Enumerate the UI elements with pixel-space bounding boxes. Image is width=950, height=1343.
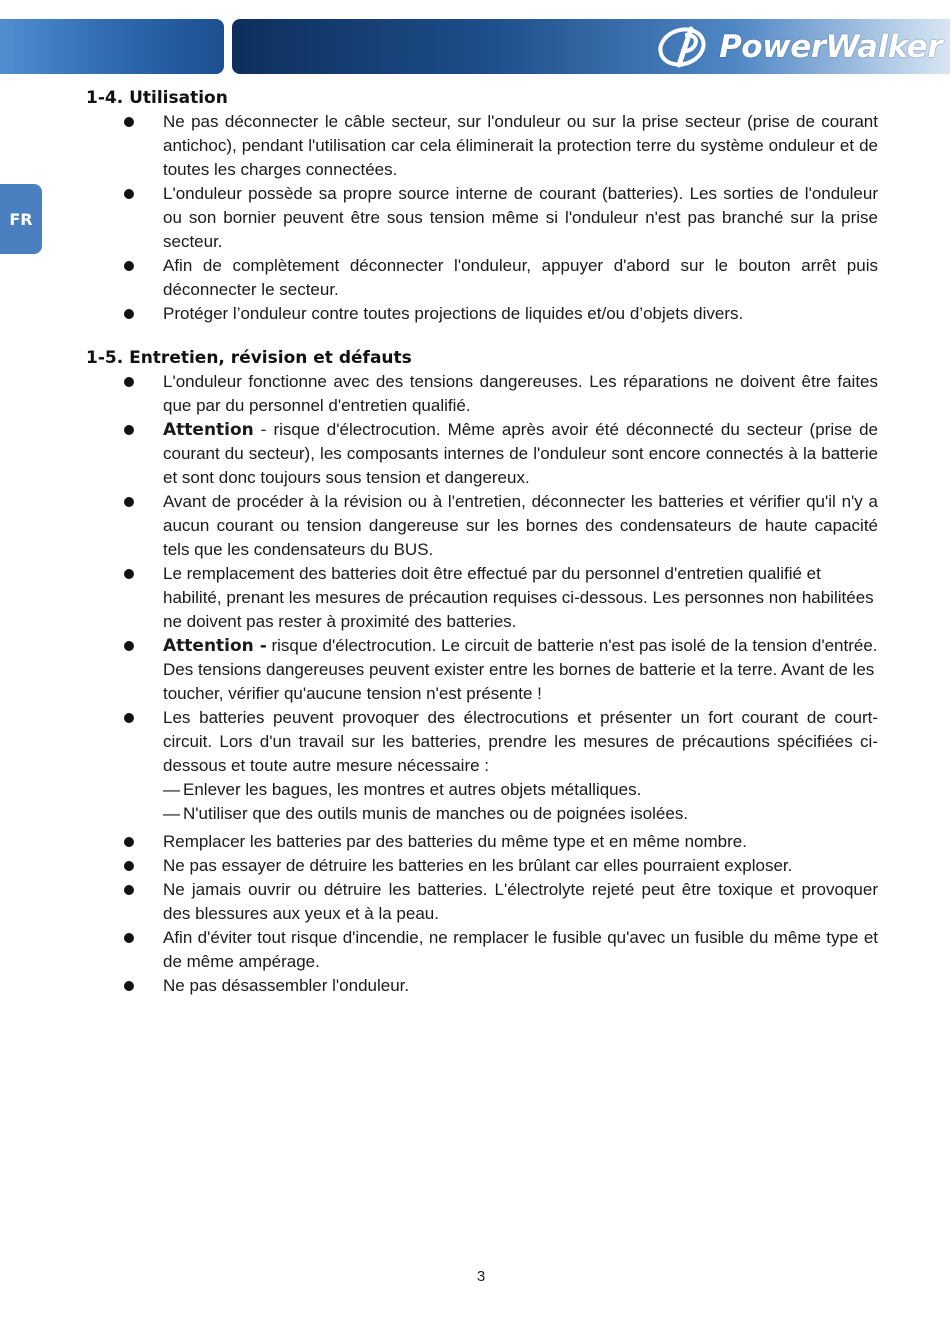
- bullet-icon: [124, 261, 134, 271]
- bullet-icon: [124, 569, 134, 579]
- sub-item: [163, 802, 878, 826]
- list-item: [86, 370, 878, 418]
- item-text: Remplacer les batteries par des batteries du même type et en même nombre.: [163, 832, 747, 851]
- item-text: - risque d'électrocution. Même après avoir été déconnecté du secteur (prise de courant du secteur), les composants internes de l'onduleur sont encore connectés à la batterie et sont donc toujours sous tension et dangereux.: [163, 420, 878, 487]
- sub-item: [163, 778, 878, 802]
- powerwalker-logo-icon: [655, 25, 713, 69]
- item-lead: Attention: [163, 420, 254, 440]
- sub-item-text: N'utiliser que des outils munis de manches ou de poignées isolées.: [183, 804, 689, 823]
- bullet-icon: [124, 837, 134, 847]
- bullet-icon: [124, 425, 134, 435]
- dash-icon: —: [163, 804, 180, 823]
- utilisation-list: [86, 110, 878, 326]
- header-bar-left: [0, 19, 224, 74]
- brand-logo: [655, 22, 942, 72]
- bullet-icon: [124, 885, 134, 895]
- item-text: Protéger l’onduleur contre toutes projections de liquides et/ou d’objets divers.: [163, 304, 744, 323]
- section-title-utilisation: 1-4. Utilisation: [86, 88, 228, 108]
- bullet-icon: [124, 377, 134, 387]
- page-content: [86, 86, 878, 998]
- item-text: risque d'électrocution. Le circuit de batterie n'est pas isolé de la tension d'entrée. Des tensions dangereuses peuvent exister entre les bornes de batterie et la terre. Avant de les toucher, vérifier qu'aucune tension n'est présente !: [163, 636, 878, 703]
- item-text: Afin d'éviter tout risque d'incendie, ne remplacer le fusible qu'avec un fusible du même type et de même ampérage.: [163, 928, 878, 971]
- section-spacer: [86, 326, 878, 346]
- list-item: [86, 634, 878, 706]
- dash-icon: —: [163, 780, 180, 799]
- item-lead: Attention -: [163, 636, 267, 656]
- item-text: L'onduleur fonctionne avec des tensions dangereuses. Les réparations ne doivent être faites que par du personnel d'entretien qualifié.: [163, 372, 878, 415]
- list-item: [86, 706, 878, 826]
- list-item: [86, 562, 878, 634]
- bullet-icon: [124, 713, 134, 723]
- bullet-icon: [124, 309, 134, 319]
- item-text: Ne jamais ouvrir ou détruire les batteries. L'électrolyte rejeté peut être toxique et provoquer des blessures aux yeux et à la peau.: [163, 880, 878, 923]
- list-item: [86, 974, 878, 998]
- section-title-entretien: 1-5. Entretien, révision et défauts: [86, 348, 412, 368]
- bullet-icon: [124, 861, 134, 871]
- brand-name: PowerWalker: [719, 29, 942, 65]
- item-text: Le remplacement des batteries doit être effectué par du personnel d'entretien qualifié et habilité, prenant les mesures de précaution requises ci-dessous. Les personnes non habilitées ne doivent pas rester à proximité des batteries.: [163, 564, 874, 631]
- bullet-icon: [124, 641, 134, 651]
- list-item: [86, 254, 878, 302]
- bullet-icon: [124, 117, 134, 127]
- item-text: Avant de procéder à la révision ou à l'entretien, déconnecter les batteries et vérifier qu'il n'y a aucun courant ou tension dangereuse sur les bornes des condensateurs de haute capacité tels que les condensateurs du BUS.: [163, 492, 878, 559]
- bullet-icon: [124, 933, 134, 943]
- item-text: Ne pas essayer de détruire les batteries en les brûlant car elles pourraient exploser.: [163, 856, 793, 875]
- list-item: [86, 418, 878, 490]
- list-item: [86, 926, 878, 974]
- list-item: [86, 854, 878, 878]
- bullet-icon: [124, 981, 134, 991]
- entretien-list: [86, 370, 878, 998]
- bullet-icon: [124, 189, 134, 199]
- list-item: [86, 490, 878, 562]
- bullet-icon: [124, 497, 134, 507]
- list-item: [86, 878, 878, 926]
- item-text: L'onduleur possède sa propre source interne de courant (batteries). Les sorties de l'onduleur ou son bornier peuvent être sous tension même si l'onduleur n'est pas branché sur la prise secteur.: [163, 184, 878, 251]
- item-text: Afin de complètement déconnecter l'onduleur, appuyer d'abord sur le bouton arrêt puis déconnecter le secteur.: [163, 256, 878, 299]
- list-item: [86, 830, 878, 854]
- language-tab-label: FR: [9, 209, 33, 229]
- page-number: 3: [476, 1268, 486, 1285]
- list-item: [86, 302, 878, 326]
- item-text: Les batteries peuvent provoquer des électrocutions et présenter un fort courant de court-circuit. Lors d'un travail sur les batteries, prendre les mesures de précautions spécifiées ci-dessous et toute autre mesure nécessaire :: [163, 708, 878, 775]
- item-text: Ne pas désassembler l'onduleur.: [163, 976, 410, 995]
- sub-item-text: Enlever les bagues, les montres et autres objets métalliques.: [183, 780, 642, 799]
- list-item: [86, 182, 878, 254]
- item-text: Ne pas déconnecter le câble secteur, sur l'onduleur ou sur la prise secteur (prise de courant antichoc), pendant l'utilisation car cela éliminerait la protection terre du système onduleur et de toutes les charges connectées.: [163, 112, 878, 179]
- list-item: [86, 110, 878, 182]
- language-tab-fr: [0, 184, 42, 254]
